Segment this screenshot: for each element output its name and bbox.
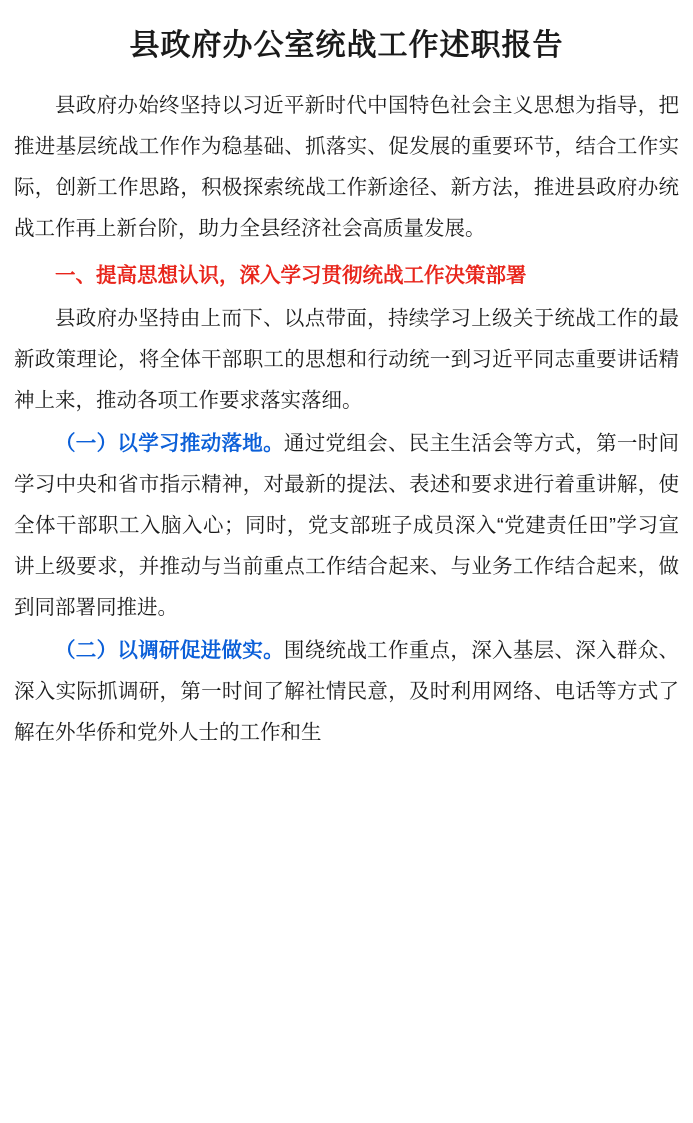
- subsection-body-one: 通过党组会、民主生活会等方式，第一时间学习中央和省市指示精神，对最新的提法、表述和要求进行着重讲解，使全体干部职工入脑入心；同时，党支部班子成员深入“党建责任田”学习宣讲上级要求，并推动与当前重点工作结合起来、与业务工作结合起来，做到同部署同推进。: [14, 431, 680, 619]
- document-page: [0, 26, 693, 1123]
- subsection-lead-two: （二）以调研促进做实。: [55, 638, 284, 662]
- paragraph-section-one-body: 县政府办坚持由上而下、以点带面，持续学习上级关于统战工作的最新政策理论，将全体干部职工的思想和行动统一到习近平同志重要讲话精神上来，推动各项工作要求落实落细。: [14, 306, 679, 412]
- paragraph-intro: 县政府办始终坚持以习近平新时代中国特色社会主义思想为指导，把推进基层统战工作作为稳基础、抓落实、促发展的重要环节，结合工作实际，创新工作思路，积极探索统战工作新途径、新方法，推进县政府办统战工作再上新台阶，助力全县经济社会高质量发展。: [14, 93, 679, 240]
- subsection-body-two: 围绕统战工作重点，深入基层、深入群众、深入实际抓调研，第一时间了解社情民意，及时利用网络、电话等方式了解在外华侨和党外人士的工作和生: [14, 638, 680, 744]
- paragraph-subsection-two: [14, 630, 679, 753]
- paragraph-subsection-one: [14, 423, 679, 628]
- section-heading-one: 一、提高思想认识，深入学习贯彻统战工作决策部署: [55, 263, 527, 287]
- subsection-lead-one: （一）以学习推动落地。: [55, 431, 284, 455]
- page-title: 县政府办公室统战工作述职报告: [129, 29, 564, 62]
